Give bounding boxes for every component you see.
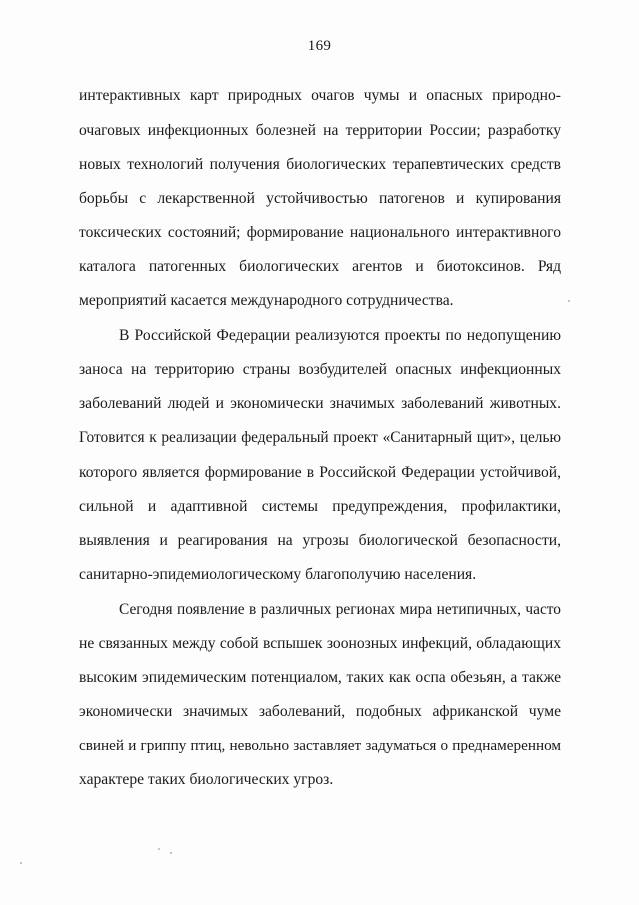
scan-speck <box>158 848 160 850</box>
paragraph-1-line-5: токсических состояний; формирование национального интерактивного <box>79 224 561 241</box>
page-number: 169 <box>307 38 332 54</box>
scan-speck <box>568 300 570 302</box>
paragraph-3-line-3: высоким эпидемическим потенциалом, таких как оспа обезьян, а также <box>79 669 561 686</box>
paragraph-2-line-6: сильной и адаптивной системы предупреждения, профилактики, <box>79 498 561 515</box>
paragraph-1-line-6: каталога патогенных биологических агентов и биотоксинов. Ряд <box>79 258 561 275</box>
paragraph-1-line-3: новых технологий получения биологических терапевтических средств <box>79 156 561 173</box>
paragraph-2-line-2: заноса на территорию страны возбудителей опасных инфекционных <box>79 361 561 378</box>
paragraph-2-line-5: которого является формирование в Российской Федерации устойчивой, <box>79 464 561 481</box>
paragraph-1-line-7: мероприятий касается международного сотрудничества. <box>79 292 454 309</box>
paragraph-2-line-7: выявления и реагирования на угрозы биологической безопасности, <box>79 532 561 549</box>
scan-speck <box>20 862 22 864</box>
paragraph-2-line-1: В Российской Федерации реализуются проекты по недопущению <box>119 327 561 344</box>
paragraph-3-line-5: свиней и гриппу птиц, невольно заставляет задуматься о преднамеренном <box>79 737 561 754</box>
paragraph-3-line-4: экономически значимых заболеваний, подобных африканской чуме <box>79 703 561 720</box>
scan-speck <box>170 852 172 854</box>
paragraph-3-line-2: не связанных между собой вспышек зоонозных инфекций, обладающих <box>79 635 561 652</box>
paragraph-2-line-3: заболеваний людей и экономически значимых заболеваний животных. <box>79 395 561 412</box>
paragraph-1-line-4: борьбы с лекарственной устойчивостью патогенов и купирования <box>79 190 561 207</box>
paragraph-1-line-2: очаговых инфекционных болезней на территории России; разработку <box>79 122 561 139</box>
paragraph-2-line-4: Готовится к реализации федеральный проект «Санитарный щит», целью <box>79 429 561 446</box>
paragraph-3-line-6: характере таких биологических угроз. <box>79 771 334 788</box>
paragraph-3-line-1: Сегодня появление в различных регионах мира нетипичных, часто <box>119 601 561 618</box>
paragraph-2-line-8: санитарно-эпидемиологическому благополучию населения. <box>79 566 477 583</box>
paragraph-1-line-1: интерактивных карт природных очагов чумы и опасных природно- <box>79 87 561 104</box>
